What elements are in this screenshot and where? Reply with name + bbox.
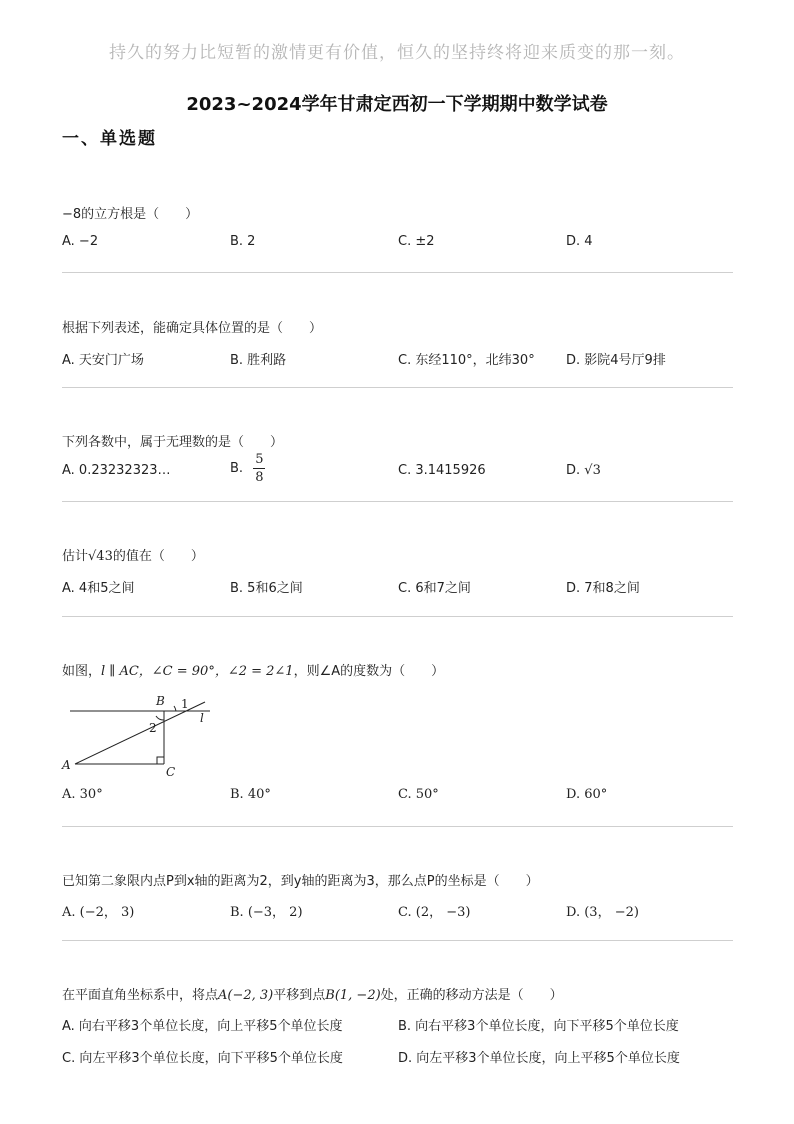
question-2-option-d[interactable]: D. 影院4号厅9排	[566, 353, 666, 368]
question-3-option-a[interactable]: A. 0.23232323…	[62, 463, 171, 478]
section-heading: 一、单选题	[62, 129, 157, 149]
question-5-option-c[interactable]: C. 50°	[398, 787, 439, 802]
geometry-figure	[60, 692, 220, 780]
question-1-option-b[interactable]: B. 2	[230, 234, 256, 249]
label-l: l	[200, 711, 204, 725]
question-4-stem	[62, 545, 204, 564]
fraction-denominator: 8	[255, 470, 264, 485]
question-6-option-d[interactable]: D. (3， −2)	[566, 905, 639, 920]
stem-suffix: ，则∠A的度数为（ ）	[293, 664, 445, 679]
question-4-option-c[interactable]: C. 6和7之间	[398, 581, 471, 596]
divider	[62, 940, 733, 941]
question-3-stem: 下列各数中，属于无理数的是（ ）	[62, 435, 284, 450]
divider	[62, 501, 733, 502]
label-a: A	[62, 758, 71, 772]
stem-suffix: 处，正确的移动方法是（ ）	[380, 988, 563, 1003]
question-6-stem: 已知第二象限内点P到x轴的距离为2，到y轴的距离为3，那么点P的坐标是（ ）	[62, 874, 539, 889]
question-2-option-b[interactable]: B. 胜利路	[230, 353, 287, 368]
fraction-five-eighths	[253, 453, 265, 484]
question-7-option-b[interactable]: B. 向右平移3个单位长度，向下平移5个单位长度	[398, 1019, 679, 1034]
divider	[62, 272, 733, 273]
stem-suffix: 的值在（ ）	[112, 549, 204, 564]
question-3-option-d[interactable]	[566, 463, 601, 478]
label-angle-2: 2	[149, 721, 157, 735]
question-7-stem	[62, 984, 563, 1003]
angle-1-arc	[174, 706, 176, 711]
stem-prefix: 估计	[62, 549, 89, 564]
question-7-option-c[interactable]: C. 向左平移3个单位长度，向下平移5个单位长度	[62, 1051, 343, 1066]
question-1-option-a[interactable]: A. −2	[62, 234, 99, 249]
question-7-option-d[interactable]: D. 向左平移3个单位长度，向上平移5个单位长度	[398, 1051, 680, 1066]
exam-title: 2023~2024学年甘肃定西初一下学期期中数学试卷	[186, 94, 608, 115]
question-6-option-c[interactable]: C. (2， −3)	[398, 905, 471, 920]
label-angle-1: 1	[181, 697, 189, 711]
question-5-stem	[62, 660, 444, 679]
question-4-option-b[interactable]: B. 5和6之间	[230, 581, 303, 596]
question-1-stem: −8的立方根是（ ）	[62, 207, 199, 222]
question-6-option-b[interactable]: B. (−3， 2)	[230, 905, 303, 920]
question-4-option-a[interactable]: A. 4和5之间	[62, 581, 135, 596]
question-2-option-c[interactable]: C. 东经110°，北纬30°	[398, 353, 535, 368]
motto-header: 持久的努力比短暂的激情更有价值，恒久的坚持终将迎来质变的那一刻。	[109, 43, 685, 63]
question-1-option-d[interactable]: D. 4	[566, 234, 593, 249]
angle-2-arc	[156, 716, 164, 720]
fraction-numerator: 5	[255, 452, 264, 467]
question-2-option-a[interactable]: A. 天安门广场	[62, 353, 144, 368]
stem-math: l ∥ AC，∠C = 90°，∠2 = 2∠1	[101, 664, 294, 679]
question-7-option-a[interactable]: A. 向右平移3个单位长度，向上平移5个单位长度	[62, 1019, 343, 1034]
question-5-option-d[interactable]: D. 60°	[566, 787, 608, 802]
question-1-option-c[interactable]: C. ±2	[398, 234, 435, 249]
divider	[62, 387, 733, 388]
question-2-stem: 根据下列表述，能确定具体位置的是（ ）	[62, 321, 323, 336]
question-3-option-b[interactable]	[230, 453, 265, 484]
question-4-option-d[interactable]: D. 7和8之间	[566, 581, 640, 596]
point-a: A(−2, 3)	[218, 988, 274, 1003]
question-5-option-a[interactable]: A. 30°	[62, 787, 103, 802]
label-c: C	[166, 765, 176, 779]
stem-mid: 平移到点	[273, 988, 326, 1003]
question-5-option-b[interactable]: B. 40°	[230, 787, 271, 802]
sqrt-three: √3	[584, 463, 601, 478]
option-d-label: D.	[566, 463, 581, 478]
option-b-label: B.	[230, 461, 244, 476]
label-b: B	[156, 694, 165, 708]
stem-prefix: 如图，	[62, 664, 102, 679]
question-6-option-a[interactable]: A. (−2， 3)	[62, 905, 135, 920]
stem-prefix: 在平面直角坐标系中，将点	[62, 988, 219, 1003]
question-3-option-c[interactable]: C. 3.1415926	[398, 463, 486, 478]
sqrt-forty-three: √43	[88, 549, 113, 564]
divider	[62, 826, 733, 827]
right-angle-mark	[157, 757, 164, 764]
divider	[62, 616, 733, 617]
point-b: B(1, −2)	[325, 988, 381, 1003]
